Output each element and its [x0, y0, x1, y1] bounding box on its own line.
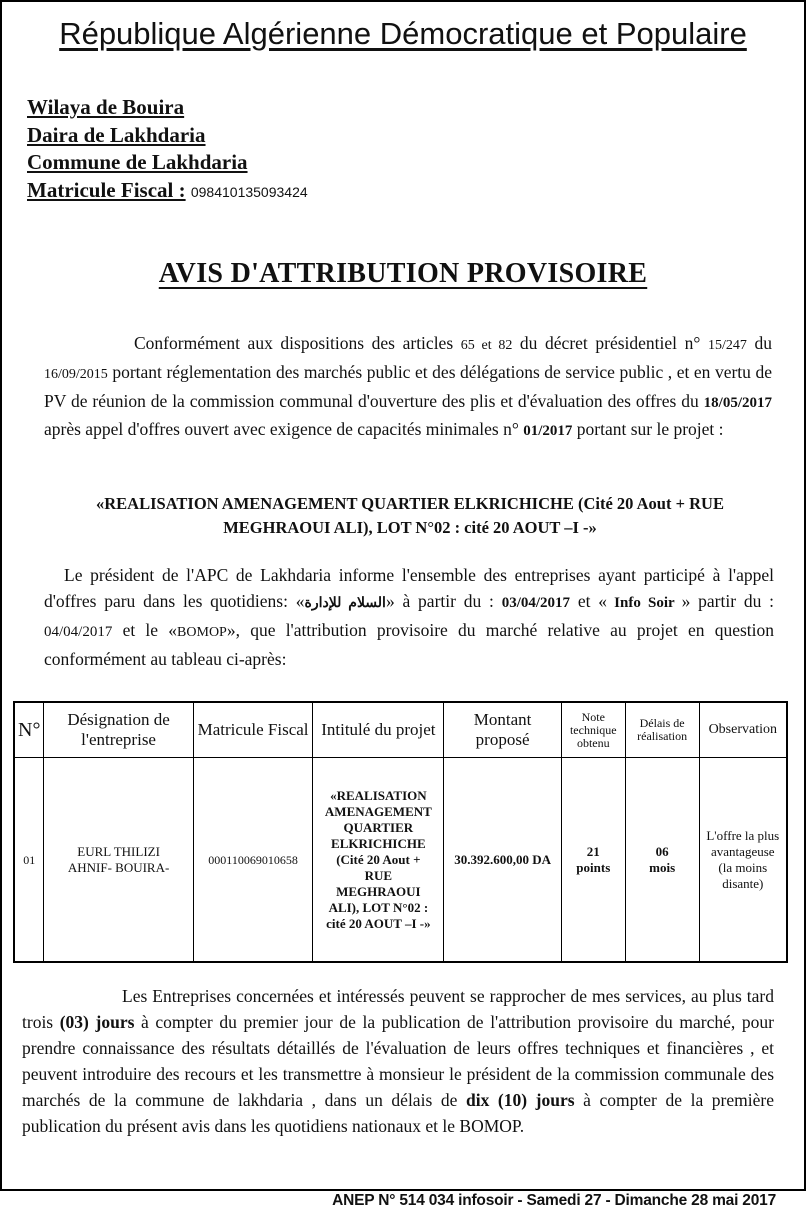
- wilaya-line: Wilaya de Bouira: [27, 95, 185, 119]
- meeting-date: 18/05/2017: [703, 395, 772, 411]
- info-paragraph: Le président de l'APC de Lakhdaria informe l'ensemble des entreprises ayant participé à l'appel d'offres paru dans les quotidiens: «السلام للإدارة» à partir du : 03/04/2017 et « Info Soir » partir du : 04/04/2017 et le «BOMOP», que l'attribution provisoire du marché relative au projet en question conformément au tableau ci-après:: [44, 565, 774, 669]
- header-intitule: Intitulé du projet: [313, 702, 444, 758]
- header-delais: Délais de réalisation: [625, 702, 699, 758]
- deadline-1-number: (03): [59, 1012, 89, 1032]
- header-note: Note technique obtenu: [561, 702, 625, 758]
- matricule-value: 098410135093424: [190, 183, 308, 200]
- deadline-1-word: jours: [88, 1012, 135, 1032]
- decree-number: 15/247: [708, 338, 747, 353]
- administration-block: [27, 94, 308, 206]
- newspaper-2: Info Soir: [607, 595, 682, 611]
- intro-paragraph: Conformément aux dispositions des articles 65 et 82 du décret présidentiel n° 15/247 du 16/09/2015 portant réglementation des marchés public et des délégations de service public , et en vertu de PV de réunion de la commission communal d'ouverture des plis et d'évaluation des offres du 18/05/2017 après appel d'offres ouvert avec exigence de capacités minimales n° 01/2017 portant sur le projet :: [44, 333, 772, 439]
- articles-ref: 65 et 82: [460, 338, 513, 353]
- table-header-row: [14, 702, 787, 758]
- cell-observation: L'offre la plus avantageuse (la moins disante): [699, 758, 787, 963]
- newspaper-3: BOMOP: [177, 625, 227, 640]
- header-observation: Observation: [699, 702, 787, 758]
- cell-note: 21 points: [561, 758, 625, 963]
- cell-entreprise: EURL THILIZI AHNIF- BOUIRA-: [44, 758, 193, 963]
- closing-paragraph: Les Entreprises concernées et intéressés peuvent se rapprocher de mes services, au plus tard trois (03) jours à compter du premier jour de la publication de l'attribution provisoire du marché, pour prendre connaissance des résultats détaillés de l'évaluation de leurs offres techniques et financières , et peuvent introduire des recours et les transmettre à monsieur le président de la commission communale des marchés de la commune de lakhdaria , dans un délais de dix (10) jours à compter de la première publication du présent avis dans les quotidiens nationaux et le BOMOP.: [22, 986, 774, 1136]
- cell-matricule: 000110069010658: [193, 758, 313, 963]
- republic-heading: République Algérienne Démocratique et Populaire: [59, 16, 747, 51]
- cell-montant: 30.392.600,00 DA: [444, 758, 562, 963]
- cell-no: 01: [14, 758, 44, 963]
- matricule-label: Matricule Fiscal :: [27, 177, 186, 202]
- table-row: [14, 758, 787, 963]
- publication-footer: ANEP N° 514 034 infosoir - Samedi 27 - Dimanche 28 mai 2017: [332, 1192, 776, 1209]
- cell-intitule: «REALISATION AMENAGEMENT QUARTIER ELKRICHICHE (Cité 20 Aout + RUE MEGHRAOUI ALI), LOT N°02 : cité 20 AOUT –I -»: [313, 758, 444, 963]
- header-montant: Montant proposé: [444, 702, 562, 758]
- deadline-2: dix (10) jours: [465, 1090, 575, 1110]
- header-no: N°: [14, 702, 44, 758]
- attribution-table: [13, 701, 788, 963]
- daira-line: Daira de Lakhdaria: [27, 122, 206, 147]
- header-entreprise: Désignation de l'entreprise: [44, 702, 193, 758]
- header-matricule: Matricule Fiscal: [193, 702, 313, 758]
- commune-line: Commune de Lakhdaria: [27, 150, 248, 174]
- tender-number: 01/2017: [523, 423, 573, 439]
- date-1: 03/04/2017: [501, 595, 571, 611]
- date-2: 04/04/2017: [44, 624, 113, 640]
- decree-date: 16/09/2015: [44, 367, 108, 382]
- cell-delais: 06 mois: [625, 758, 699, 963]
- project-title: «REALISATION AMENAGEMENT QUARTIER ELKRICHICHE (Cité 20 Aout + RUE MEGHRAOUI ALI), LOT N°02 : cité 20 AOUT –I -»: [96, 494, 724, 537]
- document-title: AVIS D'ATTRIBUTION PROVISOIRE: [158, 258, 648, 289]
- newspaper-1: السلام للإدارة: [304, 596, 386, 611]
- matricule-line: [27, 177, 308, 207]
